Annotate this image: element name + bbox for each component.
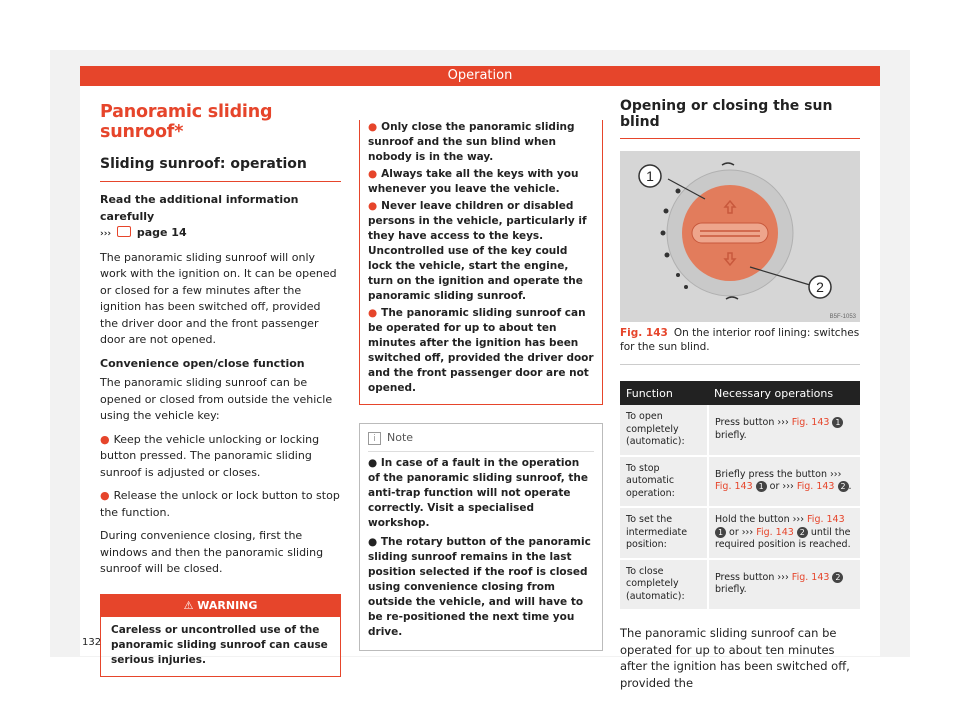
table-row <box>620 559 860 611</box>
cell-function: To open completely (automatic): <box>620 405 708 456</box>
warning-bullet <box>368 199 594 304</box>
figure-link[interactable]: Fig. 143 <box>756 526 794 538</box>
bullet-text: Keep the vehicle unlocking or locking button pressed. The panoramic sliding sunroof is adjusted or closes. <box>100 432 320 479</box>
sunblind-switch-illustration <box>620 151 860 322</box>
callout-number: 2 <box>797 527 808 538</box>
cell-operation <box>708 507 860 559</box>
link-arrows: ››› <box>100 229 112 239</box>
figure-code: B5F-1053 <box>829 314 856 320</box>
table-row <box>620 507 860 559</box>
paragraph: During convenience closing, first the windows and then the panoramic sliding sunroof will be closed. <box>100 529 324 575</box>
manual-sheet <box>50 50 910 690</box>
subsection-title: Opening or closing the sun blind <box>620 98 860 139</box>
table-header: Necessary operations <box>708 381 860 405</box>
cell-function: To close completely (automatic): <box>620 559 708 611</box>
callout-number: 1 <box>715 527 726 538</box>
subsection-title: Sliding sunroof: operation <box>100 156 341 182</box>
op-text: or ››› <box>726 526 757 538</box>
note-item <box>368 456 594 531</box>
callout-number: 1 <box>756 481 767 492</box>
note-item <box>368 535 594 640</box>
callout-number: 2 <box>832 572 843 583</box>
bullet-icon: ● <box>368 457 381 469</box>
bullet-item <box>100 432 341 482</box>
bullet-text: Only close the panoramic sliding sunroof and the sun blind when nobody is in the way. <box>368 121 575 163</box>
bullet-icon: ● <box>368 307 378 319</box>
paragraph: The panoramic sliding sunroof can be opened or closed from outside the vehicle using the vehicle key: <box>100 376 333 422</box>
caption-text: On the interior roof lining: switches for the sun blind. <box>620 327 860 353</box>
paragraph: The panoramic sliding sunroof will only work with the ignition on. It can be opened or closed for a few minutes after the ignition has been switched off, provided the driver door and the front passenger door are not opened. <box>100 250 337 346</box>
cell-operation <box>708 559 860 611</box>
callout-number: 1 <box>832 417 843 428</box>
column-left <box>100 98 341 677</box>
warning-label: WARNING <box>197 598 258 612</box>
warning-bullet <box>368 167 594 197</box>
warning-text: Careless or uncontrolled use of the panoramic sliding sunroof can cause serious injuries. <box>111 623 328 666</box>
op-text: Hold the button ››› <box>715 514 808 525</box>
warning-bullet <box>368 306 594 396</box>
op-text: Press button ››› <box>715 417 792 429</box>
cell-function: To set the intermediate position: <box>620 507 708 559</box>
figure-sunblind-switch <box>620 151 860 322</box>
bullet-text: Always take all the keys with you whenever you leave the vehicle. <box>368 168 579 195</box>
table-header: Function <box>620 381 708 405</box>
op-text: until the required position is reached. <box>715 526 851 550</box>
bullet-item <box>100 488 341 521</box>
callout-1-label: 1 <box>646 168 654 184</box>
bullet-text: Never leave children or disabled persons in the vehicle, particularly if they have access to the keys. Uncontrolled use of the key could lock the vehicle, start the engine, turn on the ignition and operate the panoramic sliding sunroof. <box>368 200 587 302</box>
note-label: Note <box>387 431 414 444</box>
warning-icon: ⚠ <box>183 598 198 612</box>
figure-link[interactable]: Fig. 143 <box>715 481 753 493</box>
cell-operation <box>708 405 860 456</box>
section-header: Operation <box>80 66 880 86</box>
table-row <box>620 405 860 456</box>
closing-paragraph: The panoramic sliding sunroof can be operated for up to about ten minutes after the ignition has been switched off, provided the <box>620 626 850 690</box>
operations-table <box>620 381 860 611</box>
warning-continued <box>359 120 603 405</box>
info-icon: i <box>368 432 381 445</box>
table-row <box>620 456 860 508</box>
warning-header <box>101 595 340 617</box>
figure-caption <box>620 326 860 365</box>
read-info <box>100 192 341 243</box>
cell-operation <box>708 456 860 508</box>
op-text: . <box>848 481 852 493</box>
bullet-icon: ● <box>368 200 378 212</box>
bullet-text: The panoramic sliding sunroof can be operated for up to about ten minutes after the ignition has been switched off, provided the driver door and the front passenger door are not opened. <box>368 307 594 394</box>
bullet-icon: ● <box>368 536 381 548</box>
bullet-icon: ● <box>100 489 110 502</box>
column-right <box>620 98 860 691</box>
figure-ref: Fig. 143 <box>620 327 668 339</box>
op-text: briefly. <box>715 429 747 441</box>
op-text: Briefly press the button ››› <box>715 468 842 480</box>
cell-function: To stop automatic operation: <box>620 456 708 508</box>
bullet-icon: ● <box>100 432 110 446</box>
table-header-row <box>620 381 860 405</box>
op-text: or ››› <box>766 481 797 493</box>
callout-2-label: 2 <box>816 279 824 295</box>
note-text: The rotary button of the panoramic sliding sunroof remains in the last position selected if the roof is closed using convenience closing from outside the vehicle, and will have to be re-positioned the next time you drive. <box>368 536 591 638</box>
figure-link[interactable]: Fig. 143 <box>807 514 845 525</box>
callout-number: 2 <box>838 481 849 492</box>
section-title: Panoramic sliding sunroof* <box>100 102 273 142</box>
op-text: briefly. <box>715 584 747 596</box>
note-box <box>359 423 603 651</box>
manual-page <box>80 66 880 690</box>
note-header <box>368 430 594 452</box>
bullet-icon: ● <box>368 121 378 133</box>
warning-box <box>100 594 341 677</box>
book-icon <box>117 226 131 237</box>
read-info-page-link[interactable]: page 14 <box>136 226 187 239</box>
page-number: 132 <box>82 637 102 648</box>
note-text: In case of a fault in the operation of the panoramic sliding sunroof, the anti-trap function will not operate correctly. Visit a specialised workshop. <box>368 457 588 529</box>
warning-bullet <box>368 120 594 165</box>
convenience-heading: Convenience open/close function <box>100 356 305 370</box>
bullet-icon: ● <box>368 168 378 180</box>
read-info-text: Read the additional information carefully <box>100 193 299 223</box>
op-text: Press button ››› <box>715 571 792 583</box>
bullet-text: Release the unlock or lock button to stop the function. <box>100 489 340 519</box>
column-middle <box>359 118 603 651</box>
figure-link[interactable]: Fig. 143 <box>791 571 830 583</box>
figure-link[interactable]: Fig. 143 <box>796 481 835 493</box>
figure-link[interactable]: Fig. 143 <box>791 417 830 429</box>
